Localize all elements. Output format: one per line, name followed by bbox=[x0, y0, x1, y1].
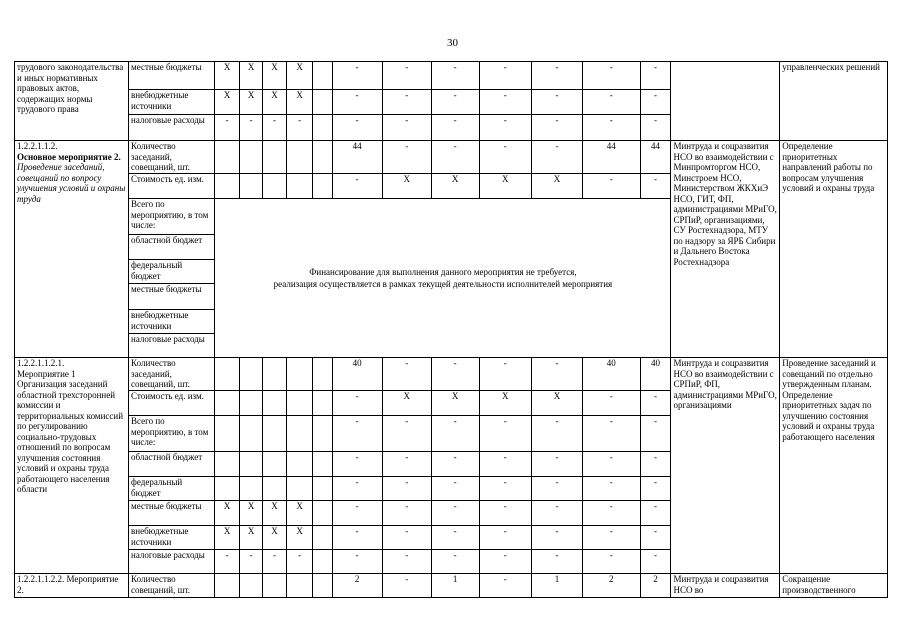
value-cell: - bbox=[479, 90, 531, 115]
value-cell bbox=[215, 477, 240, 501]
value-cell: - bbox=[583, 416, 641, 452]
indicator-label: Всего по мероприятию, в том числе: bbox=[129, 416, 215, 452]
value-cell bbox=[313, 416, 332, 452]
value-cell: - bbox=[431, 452, 479, 477]
value-cell: - bbox=[286, 550, 313, 574]
value-cell: - bbox=[431, 62, 479, 90]
value-cell: - bbox=[382, 574, 431, 598]
value-cell bbox=[215, 574, 240, 598]
indicator-label: Стоимость ед. изм. bbox=[129, 174, 215, 199]
measure-name-text: 1.2.2.1.1.2.1. bbox=[17, 358, 65, 368]
value-cell bbox=[313, 358, 332, 391]
executors-cell: Минтруда и соцразвития НСО во bbox=[671, 574, 780, 598]
value-cell bbox=[313, 501, 332, 526]
value-cell: - bbox=[332, 391, 382, 416]
value-cell: - bbox=[531, 62, 582, 90]
value-cell: - bbox=[531, 358, 582, 391]
value-cell: X bbox=[239, 90, 262, 115]
value-cell bbox=[313, 550, 332, 574]
value-cell: - bbox=[479, 62, 531, 90]
value-cell: X bbox=[286, 526, 313, 550]
value-cell bbox=[313, 452, 332, 477]
indicator-label: Количество совещаний, шт. bbox=[129, 574, 215, 598]
value-cell: 1 bbox=[431, 574, 479, 598]
value-cell: - bbox=[640, 550, 671, 574]
value-cell bbox=[286, 141, 313, 174]
value-cell bbox=[313, 115, 332, 141]
indicator-label: областной бюджет bbox=[129, 452, 215, 477]
value-cell: - bbox=[239, 115, 262, 141]
value-cell bbox=[263, 391, 286, 416]
value-cell bbox=[239, 477, 262, 501]
indicator-label: Количество заседаний, совещаний, шт. bbox=[129, 141, 215, 174]
value-cell bbox=[215, 358, 240, 391]
value-cell: - bbox=[640, 115, 671, 141]
value-cell bbox=[239, 574, 262, 598]
executors-cell: Минтруда и соцразвития НСО во взаимодействии с Минпромторгом НСО, Минстроем НСО, Министерством ЖКХиЭ НСО, ГИТ, ФП, администрациями МРиГО, СРПиР, организациями, СУ Ростехнадзора, МТУ по надзору за ЯРБ Сибири и Дальнего Востока Ростехнадзора bbox=[671, 141, 780, 358]
value-cell: 2 bbox=[332, 574, 382, 598]
value-cell bbox=[263, 358, 286, 391]
value-cell: - bbox=[479, 416, 531, 452]
value-cell: X bbox=[263, 501, 286, 526]
value-cell: - bbox=[583, 174, 641, 199]
value-cell: - bbox=[531, 550, 582, 574]
funding-note: Финансирование для выполнения данного мероприятия не требуется, реализация осуществляется в рамках текущей деятельности исполнителей мероприятия bbox=[215, 199, 671, 358]
value-cell: - bbox=[531, 115, 582, 141]
indicator-label: внебюджетные источники bbox=[129, 526, 215, 550]
expected-result-cell: Проведение заседаний и совещаний по отдельно утвержденным планам. Определение приоритетных задач по улучшению состояния условий и охраны труда работающего населения bbox=[780, 358, 888, 574]
value-cell: - bbox=[332, 416, 382, 452]
value-cell: - bbox=[479, 526, 531, 550]
indicator-label: местные бюджеты bbox=[129, 501, 215, 526]
value-cell: - bbox=[583, 62, 641, 90]
value-cell: - bbox=[479, 358, 531, 391]
value-cell: - bbox=[479, 550, 531, 574]
value-cell: - bbox=[382, 501, 431, 526]
value-cell: - bbox=[583, 526, 641, 550]
value-cell bbox=[215, 452, 240, 477]
indicator-label: налоговые расходы bbox=[129, 334, 215, 358]
value-cell: X bbox=[531, 391, 582, 416]
value-cell: - bbox=[479, 501, 531, 526]
value-cell bbox=[286, 416, 313, 452]
table-row bbox=[15, 574, 888, 598]
value-cell: X bbox=[382, 391, 431, 416]
value-cell bbox=[263, 477, 286, 501]
value-cell: - bbox=[583, 115, 641, 141]
measure-name-text: трудового законодательства и иных нормативных правовых актов, содержащих нормы трудового права bbox=[17, 62, 124, 114]
measure-name-text: Мероприятие 1 Организация заседаний областной трехсторонней комиссии и территориальных комиссий по регулированию социально-трудовых отношений по вопросам улучшения состояния условий и охраны труда работающего населения области bbox=[17, 368, 124, 494]
table-body bbox=[15, 62, 888, 598]
indicator-label: Всего по мероприятию, в том числе: bbox=[129, 199, 215, 235]
executors-cell bbox=[671, 62, 780, 141]
value-cell bbox=[313, 391, 332, 416]
measure-name-cell bbox=[15, 62, 129, 141]
value-cell: X bbox=[531, 174, 582, 199]
value-cell: X bbox=[263, 526, 286, 550]
value-cell: - bbox=[640, 391, 671, 416]
value-cell: - bbox=[531, 477, 582, 501]
value-cell: - bbox=[531, 141, 582, 174]
value-cell bbox=[313, 62, 332, 90]
value-cell bbox=[239, 358, 262, 391]
value-cell: - bbox=[382, 452, 431, 477]
value-cell: - bbox=[583, 501, 641, 526]
value-cell bbox=[263, 174, 286, 199]
value-cell: - bbox=[640, 62, 671, 90]
value-cell: - bbox=[332, 501, 382, 526]
value-cell: - bbox=[382, 62, 431, 90]
value-cell: X bbox=[431, 174, 479, 199]
value-cell bbox=[286, 477, 313, 501]
value-cell: X bbox=[431, 391, 479, 416]
indicator-label: местные бюджеты bbox=[129, 284, 215, 310]
expected-result-cell: Определение приоритетных направлений работы по вопросам улучшения условий и охраны труда bbox=[780, 141, 888, 358]
value-cell: - bbox=[640, 174, 671, 199]
value-cell bbox=[239, 174, 262, 199]
indicator-label: федеральный бюджет bbox=[129, 477, 215, 501]
value-cell: - bbox=[479, 477, 531, 501]
value-cell bbox=[263, 141, 286, 174]
value-cell: - bbox=[583, 452, 641, 477]
indicator-label: налоговые расходы bbox=[129, 115, 215, 141]
value-cell bbox=[313, 574, 332, 598]
value-cell: - bbox=[239, 550, 262, 574]
value-cell: - bbox=[583, 550, 641, 574]
value-cell bbox=[313, 90, 332, 115]
value-cell: - bbox=[332, 526, 382, 550]
value-cell bbox=[313, 174, 332, 199]
value-cell: - bbox=[382, 477, 431, 501]
value-cell: X bbox=[215, 90, 240, 115]
indicator-label: внебюджетные источники bbox=[129, 310, 215, 334]
value-cell: 2 bbox=[640, 574, 671, 598]
value-cell: - bbox=[479, 115, 531, 141]
value-cell: - bbox=[431, 358, 479, 391]
value-cell: 44 bbox=[583, 141, 641, 174]
value-cell: - bbox=[382, 141, 431, 174]
value-cell: - bbox=[431, 416, 479, 452]
value-cell: - bbox=[531, 416, 582, 452]
value-cell: - bbox=[640, 90, 671, 115]
value-cell: - bbox=[431, 115, 479, 141]
value-cell bbox=[239, 416, 262, 452]
measure-name-text: Основное мероприятие 2. bbox=[17, 151, 121, 162]
value-cell: - bbox=[382, 358, 431, 391]
value-cell: - bbox=[583, 477, 641, 501]
value-cell bbox=[263, 452, 286, 477]
expected-result-cell: управленческих решений bbox=[780, 62, 888, 141]
value-cell bbox=[215, 416, 240, 452]
indicator-label: внебюджетные источники bbox=[129, 90, 215, 115]
value-cell bbox=[286, 358, 313, 391]
table-row bbox=[15, 358, 888, 391]
value-cell: X bbox=[286, 501, 313, 526]
value-cell: X bbox=[479, 174, 531, 199]
value-cell: - bbox=[640, 416, 671, 452]
value-cell: - bbox=[382, 526, 431, 550]
value-cell: - bbox=[431, 90, 479, 115]
value-cell bbox=[239, 452, 262, 477]
value-cell: - bbox=[263, 550, 286, 574]
value-cell: - bbox=[332, 115, 382, 141]
table-row bbox=[15, 141, 888, 174]
measures-table bbox=[14, 61, 888, 598]
value-cell: - bbox=[263, 115, 286, 141]
value-cell: - bbox=[531, 452, 582, 477]
value-cell: 1 bbox=[531, 574, 582, 598]
value-cell bbox=[215, 174, 240, 199]
measure-name-text: 1.2.2.1.1.2. bbox=[17, 141, 58, 151]
value-cell: - bbox=[640, 526, 671, 550]
value-cell: - bbox=[382, 416, 431, 452]
value-cell: 44 bbox=[640, 141, 671, 174]
value-cell: X bbox=[215, 62, 240, 90]
value-cell: - bbox=[332, 174, 382, 199]
indicator-label: местные бюджеты bbox=[129, 62, 215, 90]
value-cell: - bbox=[332, 477, 382, 501]
value-cell: - bbox=[382, 90, 431, 115]
value-cell: - bbox=[531, 501, 582, 526]
value-cell: X bbox=[239, 501, 262, 526]
value-cell: X bbox=[215, 526, 240, 550]
value-cell bbox=[215, 141, 240, 174]
value-cell: X bbox=[286, 90, 313, 115]
value-cell: 44 bbox=[332, 141, 382, 174]
value-cell bbox=[286, 574, 313, 598]
value-cell: - bbox=[431, 526, 479, 550]
value-cell bbox=[286, 391, 313, 416]
value-cell: - bbox=[286, 115, 313, 141]
value-cell bbox=[239, 391, 262, 416]
value-cell: - bbox=[640, 501, 671, 526]
value-cell: X bbox=[286, 62, 313, 90]
value-cell bbox=[286, 174, 313, 199]
value-cell bbox=[286, 452, 313, 477]
executors-cell: Минтруда и соцразвития НСО во взаимодействии с СРПиР, ФП, администрациями МРиГО, организациями bbox=[671, 358, 780, 574]
indicator-label: Стоимость ед. изм. bbox=[129, 391, 215, 416]
value-cell: - bbox=[431, 550, 479, 574]
value-cell: - bbox=[332, 452, 382, 477]
indicator-label: налоговые расходы bbox=[129, 550, 215, 574]
value-cell bbox=[313, 526, 332, 550]
value-cell: X bbox=[263, 90, 286, 115]
value-cell: - bbox=[332, 550, 382, 574]
indicator-label: федеральный бюджет bbox=[129, 260, 215, 284]
value-cell: - bbox=[215, 550, 240, 574]
measure-name-cell bbox=[15, 574, 129, 598]
value-cell: - bbox=[332, 62, 382, 90]
value-cell: - bbox=[215, 115, 240, 141]
value-cell: - bbox=[583, 391, 641, 416]
value-cell: X bbox=[479, 391, 531, 416]
value-cell: - bbox=[583, 90, 641, 115]
value-cell: - bbox=[332, 90, 382, 115]
value-cell: 40 bbox=[332, 358, 382, 391]
value-cell: X bbox=[382, 174, 431, 199]
value-cell: - bbox=[431, 477, 479, 501]
measure-name-cell bbox=[15, 358, 129, 574]
value-cell: - bbox=[382, 115, 431, 141]
value-cell bbox=[313, 477, 332, 501]
measure-name-cell bbox=[15, 141, 129, 358]
value-cell bbox=[313, 141, 332, 174]
value-cell bbox=[263, 574, 286, 598]
value-cell: 2 bbox=[583, 574, 641, 598]
value-cell: X bbox=[239, 526, 262, 550]
value-cell: 40 bbox=[583, 358, 641, 391]
page-number: 30 bbox=[447, 37, 458, 49]
value-cell: X bbox=[263, 62, 286, 90]
value-cell: - bbox=[479, 574, 531, 598]
value-cell bbox=[215, 391, 240, 416]
value-cell: - bbox=[382, 550, 431, 574]
value-cell: 40 bbox=[640, 358, 671, 391]
indicator-label: областной бюджет bbox=[129, 235, 215, 260]
measure-name-text: Проведение заседаний, совещаний по вопросу улучшения условий и охраны труда bbox=[17, 162, 126, 204]
value-cell: - bbox=[479, 141, 531, 174]
value-cell: - bbox=[531, 526, 582, 550]
value-cell: - bbox=[531, 90, 582, 115]
value-cell: X bbox=[215, 501, 240, 526]
value-cell: - bbox=[640, 477, 671, 501]
value-cell: - bbox=[431, 141, 479, 174]
value-cell: - bbox=[640, 452, 671, 477]
value-cell bbox=[263, 416, 286, 452]
expected-result-cell: Сокращение производственного bbox=[780, 574, 888, 598]
value-cell: X bbox=[239, 62, 262, 90]
value-cell: - bbox=[431, 501, 479, 526]
value-cell bbox=[239, 141, 262, 174]
table-row bbox=[15, 62, 888, 90]
measure-name-text: 1.2.2.1.1.2.2. Мероприятие 2. bbox=[17, 574, 119, 595]
indicator-label: Количество заседаний, совещаний, шт. bbox=[129, 358, 215, 391]
value-cell: - bbox=[479, 452, 531, 477]
